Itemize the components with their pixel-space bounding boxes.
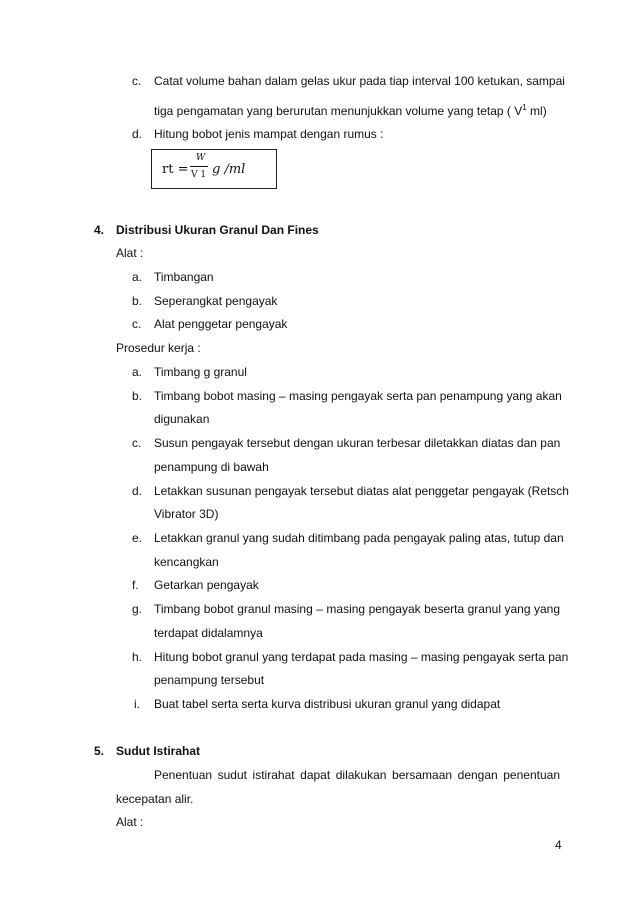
prosedur-item: Susun pengayak tersebut dengan ukuran terbesar diletakkan diatas dan pan xyxy=(154,436,561,450)
step-c-line2-end: ml) xyxy=(526,104,547,118)
formula-unit: g /ml xyxy=(212,162,246,177)
prosedur-item: Buat tabel serta serta kurva distribusi ukuran granul yang didapat xyxy=(154,697,501,711)
prosedur-item-cont: penampung tersebut xyxy=(154,673,265,687)
alat-label: Alat : xyxy=(116,246,144,260)
prosedur-item: Timbang bobot granul masing – masing pengayak beserta granul yang yang xyxy=(154,602,560,616)
step-c-line2-text: tiga pengamatan yang berurutan menunjukkan volume yang tetap ( V xyxy=(154,104,523,118)
list-marker: e. xyxy=(132,531,143,545)
step-c-line1: Catat volume bahan dalam gelas ukur pada tiap interval 100 ketukan, sampai xyxy=(154,74,565,88)
prosedur-item-cont: penampung di bawah xyxy=(154,460,269,474)
prosedur-item: Timbang bobot masing – masing pengayak serta pan penampung yang akan xyxy=(154,389,562,403)
list-marker: d. xyxy=(132,484,143,498)
section-5-paragraph-line2: kecepatan alir. xyxy=(116,792,194,806)
section-5-paragraph-line1: Penentuan sudut istirahat dapat dilakukan bersamaan dengan penentuan xyxy=(154,768,560,782)
section-4-number: 4. xyxy=(94,223,105,237)
list-marker: i. xyxy=(134,697,140,711)
prosedur-item: Timbang g granul xyxy=(154,365,247,379)
list-marker-c: c. xyxy=(132,74,142,88)
fraction-bar xyxy=(190,166,208,167)
alat-item: Seperangkat pengayak xyxy=(154,294,278,308)
formula-numerator: W xyxy=(196,153,206,163)
list-marker: g. xyxy=(132,602,143,616)
alat-item: Alat penggetar pengayak xyxy=(154,317,288,331)
formula-lhs: rt = xyxy=(162,162,189,177)
prosedur-item-cont: kencangkan xyxy=(154,555,219,569)
prosedur-item: Hitung bobot granul yang terdapat pada masing – masing pengayak serta pan xyxy=(154,650,569,664)
section-5-number: 5. xyxy=(94,744,105,758)
list-marker: h. xyxy=(132,650,143,664)
list-marker: f. xyxy=(132,578,139,592)
step-d-text: Hitung bobot jenis mampat dengan rumus : xyxy=(154,127,384,141)
page-number: 4 xyxy=(555,838,562,852)
list-marker: b. xyxy=(132,389,143,403)
formula-denominator: V 1 xyxy=(191,170,207,180)
alat-item: Timbangan xyxy=(154,270,214,284)
list-marker: c. xyxy=(132,436,142,450)
prosedur-item-cont: terdapat didalamnya xyxy=(154,626,263,640)
section-4-title: Distribusi Ukuran Granul Dan Fines xyxy=(116,223,319,237)
prosedur-item: Getarkan pengayak xyxy=(154,578,259,592)
formula-box xyxy=(151,149,277,189)
superscript-1: 1 xyxy=(522,103,527,112)
list-marker: a. xyxy=(132,365,143,379)
prosedur-item-cont: Vibrator 3D) xyxy=(154,507,219,521)
list-marker-d: d. xyxy=(132,127,143,141)
step-c-line2 xyxy=(154,103,547,118)
section-5-title: Sudut Istirahat xyxy=(116,744,201,758)
list-marker: a. xyxy=(132,270,143,284)
alat-label: Alat : xyxy=(116,815,144,829)
list-marker: b. xyxy=(132,294,143,308)
prosedur-item: Letakkan susunan pengayak tersebut diatas alat penggetar pengayak (Retsch xyxy=(154,484,569,498)
list-marker: c. xyxy=(132,317,142,331)
prosedur-item-cont: digunakan xyxy=(154,412,210,426)
prosedur-item: Letakkan granul yang sudah ditimbang pada pengayak paling atas, tutup dan xyxy=(154,531,564,545)
prosedur-label: Prosedur kerja : xyxy=(116,341,201,355)
